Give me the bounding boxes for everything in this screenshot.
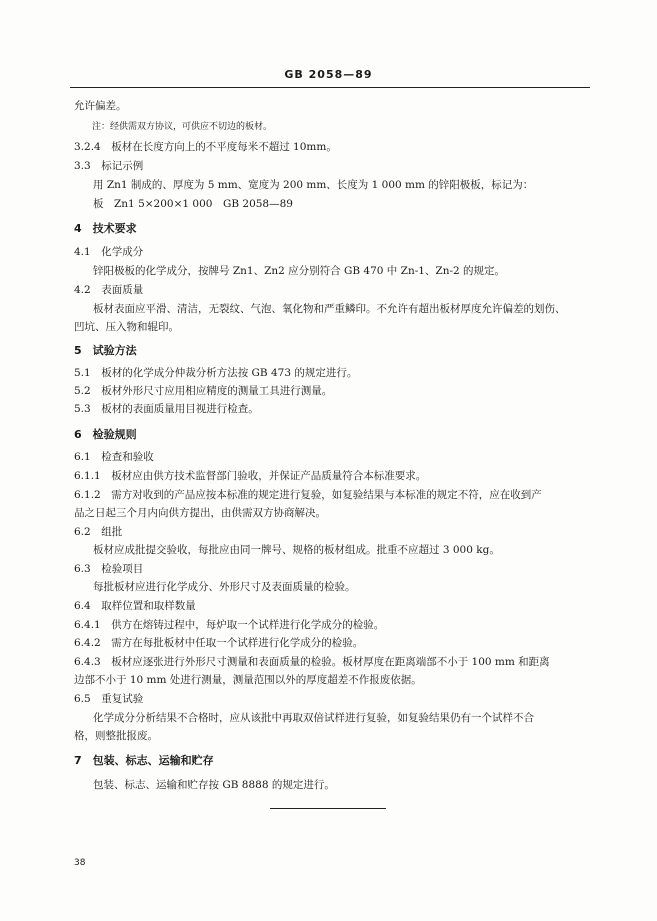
clause-6-1-2: 6.1.2 需方对收到的产品应按本标准的规定进行复验，如复验结果与本标准的规定不符，应在收到产 [74, 489, 542, 501]
page-number: 38 [74, 858, 86, 868]
end-rule [270, 808, 386, 809]
clause-5-1: 5.1 板材的化学成分仲裁分析方法按 GB 473 的规定进行。 [74, 367, 358, 379]
clause-6-5-heading: 6.5 重复试验 [74, 693, 144, 705]
text-line: 允许偏差。 [74, 100, 127, 112]
text-line: 板材应成批提交验收，每批应由同一牌号、规格的板材组成。批重不应超过 3 000 kg。 [93, 544, 500, 556]
running-header: GB 2058—89 [284, 68, 373, 81]
clause-6-2-heading: 6.2 组批 [74, 526, 123, 538]
text-line: 边部不小于 10 mm 处进行测量，测量范围以外的厚度超差不作报废依据。 [74, 674, 422, 686]
note-line: 注：经供需双方协议，可供应不切边的板材。 [92, 122, 273, 132]
section-4-heading: 4 技术要求 [74, 222, 137, 235]
clause-5-3: 5.3 板材的表面质量用目视进行检查。 [74, 403, 259, 415]
clause-6-1-1: 6.1.1 板材应由供方技术监督部门验收，并保证产品质量符合本标准要求。 [74, 470, 427, 482]
text-line: 品之日起三个月内向供方提出，由供需双方协商解决。 [74, 507, 326, 519]
clause-6-3-heading: 6.3 检验项目 [74, 563, 144, 575]
text-line: 凹坑、压入物和辊印。 [74, 321, 179, 333]
clause-3-2-4: 3.2.4 板材在长度方向上的不平度每米不超过 10mm。 [74, 141, 337, 153]
marking-example: 板 Zn1 5×200×1 000 GB 2058—89 [93, 198, 293, 210]
clause-6-4-1: 6.4.1 供方在熔铸过程中，每炉取一个试样进行化学成分的检验。 [74, 619, 385, 631]
clause-4-2-heading: 4.2 表面质量 [74, 284, 144, 296]
text-line: 用 Zn1 制成的、厚度为 5 mm、宽度为 200 mm、长度为 1 000 mm 的锌阳极板，标记为： [93, 179, 534, 191]
clause-6-1-heading: 6.1 检查和验收 [74, 451, 154, 463]
text-line: 化学成分分析结果不合格时，应从该批中再取双倍试样进行复验，如复验结果仍有一个试样不合 [93, 712, 534, 724]
section-6-heading: 6 检验规则 [74, 428, 137, 441]
text-line: 锌阳极板的化学成分，按牌号 Zn1、Zn2 应分别符合 GB 470 中 Zn-1、Zn-2 的规定。 [93, 265, 506, 277]
clause-6-4-2: 6.4.2 需方在每批板材中任取一个试样进行化学成分的检验。 [74, 637, 364, 649]
section-7-heading: 7 包装、标志、运输和贮存 [74, 754, 214, 767]
header-rule [70, 87, 590, 88]
clause-5-2: 5.2 板材外形尺寸应用相应精度的测量工具进行测量。 [74, 385, 333, 397]
text-line: 板材表面应平滑、清洁，无裂纹、气泡、氧化物和严重鳞印。不允许有超出板材厚度允许偏差的划伤、 [93, 303, 566, 315]
clause-6-4-3: 6.4.3 板材应逐张进行外形尺寸测量和表面质量的检验。板材厚度在距离端部不小于 100 mm 和距离 [74, 656, 550, 668]
text-line: 每批板材应进行化学成分、外形尺寸及表面质量的检验。 [93, 581, 356, 593]
clause-4-1-heading: 4.1 化学成分 [74, 246, 144, 258]
clause-3-3-heading: 3.3 标记示例 [74, 160, 144, 172]
section-5-heading: 5 试验方法 [74, 344, 137, 357]
text-line: 格，则整批报废。 [74, 730, 158, 742]
clause-6-4-heading: 6.4 取样位置和取样数量 [74, 600, 196, 612]
text-line: 包装、标志、运输和贮存按 GB 8888 的规定进行。 [93, 779, 335, 791]
